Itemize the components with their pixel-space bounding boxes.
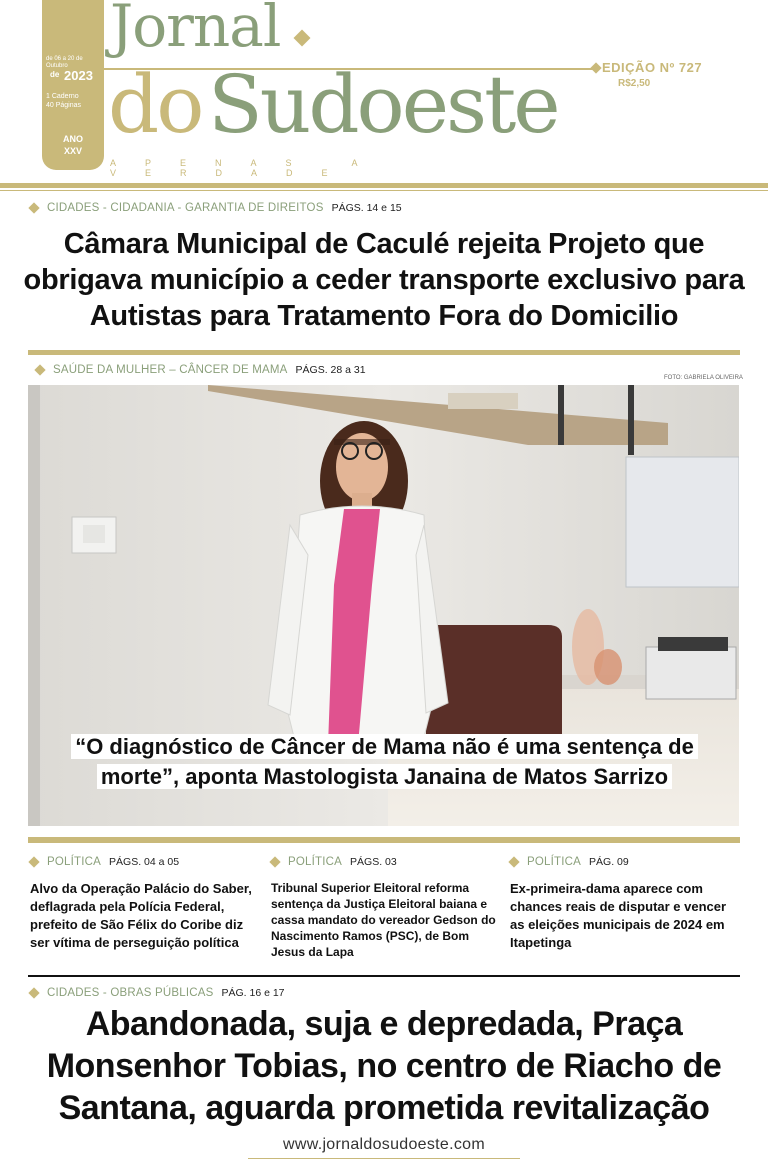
edition-number: EDIÇÃO Nº 727 (602, 60, 703, 75)
photo-credit: FOTO: GABRIELA OLIVEIRA (664, 375, 743, 381)
lead-headline[interactable]: Câmara Municipal de Caculé rejeita Projeto que obrigava município a ceder transporte exclusivo para Autistas para Tratamento Fora do Domicilio (23, 228, 745, 332)
section-tag (30, 856, 258, 868)
column-story-1[interactable] (30, 856, 258, 952)
page-ref: PÁGS. 28 a 31 (295, 364, 366, 376)
section-label: POLÍTICA (47, 856, 102, 868)
quote-line-2: morte”, aponta Mastologista Janaina de Matos Sarrizo (97, 764, 672, 789)
section-tag (510, 856, 738, 868)
logo-do: do (108, 58, 202, 151)
section-label: CIDADES - OBRAS PÚBLICAS (47, 987, 214, 999)
column-story-2[interactable] (271, 856, 499, 960)
column-headline: Alvo da Operação Palácio do Saber, deflagrada pela Polícia Federal, prefeito de São Félix do Coribe diz ser vítima de perseguição política (30, 881, 252, 950)
logo-diamond-icon (294, 30, 311, 47)
page-ref: PÁG. 09 (589, 856, 629, 868)
column-headline: Tribunal Superior Eleitoral reforma sentença da Justiça Eleitoral baiana e cassa mandato do vereador Gedson do Nascimento Ramos (PSC), de Bom Jesus da Lapa (271, 881, 496, 959)
edition-diamond-icon (590, 62, 601, 73)
diamond-icon (269, 856, 280, 867)
section-tag-story1 (30, 202, 402, 214)
diamond-icon (28, 987, 39, 998)
slogan: APENAS A VERDADE (110, 158, 387, 178)
page-ref: PÁGS. 03 (350, 856, 397, 868)
ano-label: ANO (63, 134, 83, 144)
year-prefix: de (50, 70, 60, 79)
bottom-headline[interactable]: Abandonada, suja e depredada, Praça Monsenhor Tobias, no centro de Riacho de Santana, aguarda prometida revitalização (46, 1005, 722, 1127)
logo-jornal: Jornal (110, 0, 281, 60)
ano-value: XXV (63, 146, 82, 156)
section-tag-story2 (36, 364, 366, 376)
date-month: Outubro (46, 63, 68, 69)
section-tag-bottom (30, 987, 285, 999)
section-divider (28, 350, 740, 355)
diamond-icon (34, 364, 45, 375)
section-divider-dark (28, 975, 740, 977)
diamond-icon (28, 856, 39, 867)
page-ref: PÁGS. 14 e 15 (331, 202, 402, 214)
page-ref: PÁG. 16 e 17 (221, 987, 285, 999)
masthead-rule (0, 183, 768, 188)
section-divider (28, 837, 740, 843)
edition-info-tab (42, 0, 104, 170)
section-label: SAÚDE DA MULHER – CÂNCER DE MAMA (53, 364, 288, 376)
quote-line-1: “O diagnóstico de Câncer de Mama não é uma sentença de (71, 734, 698, 759)
paginas: 40 Páginas (46, 102, 82, 109)
photo-quote-headline[interactable] (32, 732, 737, 792)
price: R$2,50 (618, 78, 651, 89)
section-label: CIDADES - CIDADANIA - GARANTIA DE DIREITOS (47, 202, 324, 214)
column-story-3[interactable] (510, 856, 738, 952)
footer-rule (248, 1158, 520, 1159)
cadernos: 1 Caderno (46, 93, 79, 100)
column-headline: Ex-primeira-dama aparece com chances reais de disputar e vencer as eleições municipais de 2024 em Itapetinga (510, 881, 727, 950)
masthead-rule-thin (0, 190, 768, 191)
year: 2023 (64, 68, 93, 83)
section-label: POLÍTICA (527, 856, 582, 868)
diamond-icon (508, 856, 519, 867)
logo-sudoeste: Sudoeste (208, 58, 558, 151)
section-label: POLÍTICA (288, 856, 343, 868)
section-tag (271, 856, 499, 868)
website-link[interactable]: www.jornaldosudoeste.com (283, 1136, 485, 1153)
page-ref: PÁGS. 04 a 05 (109, 856, 180, 868)
diamond-icon (28, 202, 39, 213)
date-range: de 06 a 20 de (46, 56, 83, 62)
